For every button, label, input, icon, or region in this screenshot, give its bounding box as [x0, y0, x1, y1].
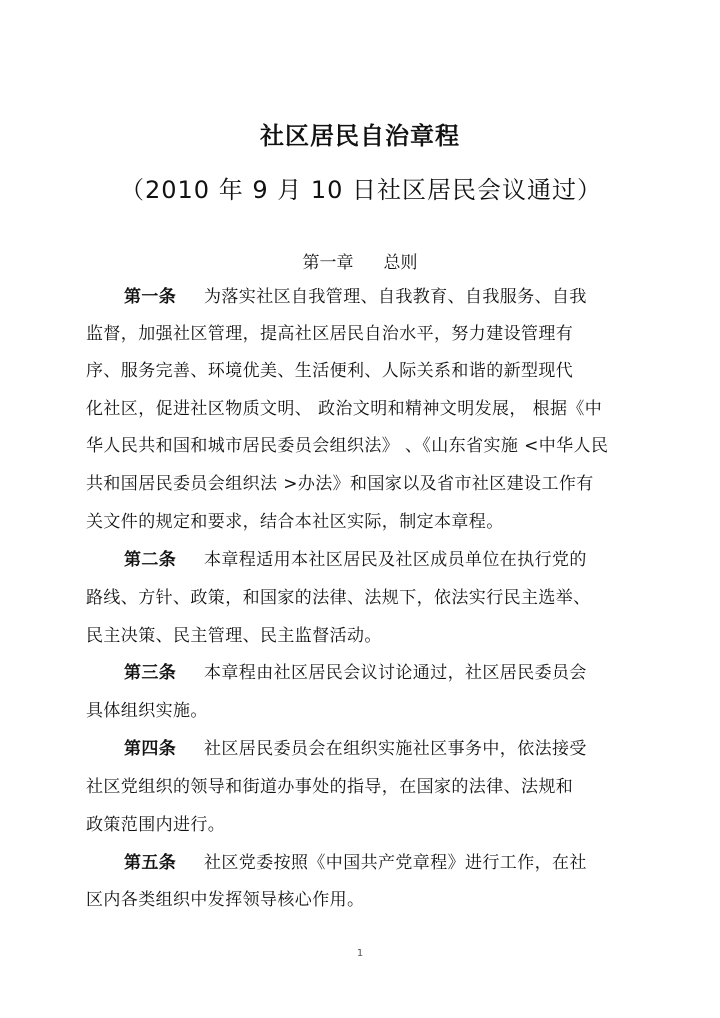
page-number: 1: [356, 948, 364, 959]
article-5-line-2: 区内各类组织中发挥领导核心作用。: [86, 890, 365, 910]
article-4-line-3: 政策范围内进行。: [86, 815, 226, 835]
article-5-label: 第五条: [124, 853, 177, 873]
document-title: 社区居民自治章程: [260, 122, 460, 150]
article-1-text: 为落实社区自我管理、自我教育、自我服务、自我: [204, 287, 587, 307]
article-4-line-1: [124, 737, 587, 761]
article-5-text: 社区党委按照《中国共产党章程》进行工作，在社: [204, 853, 587, 873]
article-3-line-1: [124, 661, 587, 685]
article-1-line-5: 华人民共和国和城市居民委员会组织法》 、《山东省实施 <中华人民: [86, 436, 609, 456]
article-2-label: 第二条: [124, 550, 177, 570]
article-5-line-1: [124, 851, 587, 875]
chapter-number: 第一章: [302, 253, 354, 273]
article-1-line-3: 序、服务完善、环境优美、生活便利、人际关系和谐的新型现代: [86, 361, 574, 381]
article-4-line-2: 社区党组织的领导和街道办事处的指导，在国家的法律、法规和: [86, 777, 574, 797]
article-2-line-3: 民主决策、民主管理、民主监督活动。: [86, 626, 382, 646]
article-4-label: 第四条: [124, 739, 177, 759]
article-4-text: 社区居民委员会在组织实施社区事务中，依法接受: [204, 739, 587, 759]
article-3-label: 第三条: [124, 663, 177, 683]
document-subtitle: （2010 年 9 月 10 日社区居民会议通过）: [120, 176, 603, 204]
article-3-line-2: 具体组织实施。: [86, 701, 208, 721]
article-2-line-1: [124, 548, 587, 572]
chapter-heading: [0, 248, 720, 273]
article-1-line-2: 监督，加强社区管理，提高社区居民自治水平，努力建设管理有: [86, 324, 574, 344]
article-1-line-6: 共和国居民委员会组织法 >办法》和国家以及省市社区建设工作有: [86, 474, 594, 494]
article-1-line-7: 关文件的规定和要求，结合本社区实际，制定本章程。: [86, 512, 504, 532]
article-3-text: 本章程由社区居民会议讨论通过，社区居民委员会: [204, 663, 587, 683]
article-1-line-4: 化社区，促进社区物质文明、 政治文明和精神文明发展， 根据《中: [86, 399, 603, 419]
article-2-text: 本章程适用本社区居民及社区成员单位在执行党的: [204, 550, 587, 570]
chapter-name: 总则: [383, 253, 418, 273]
article-1-label: 第一条: [124, 287, 177, 307]
article-2-line-2: 路线、方针、政策，和国家的法律、法规下，依法实行民主选举、: [86, 588, 591, 608]
article-1-line-1: [124, 285, 587, 309]
